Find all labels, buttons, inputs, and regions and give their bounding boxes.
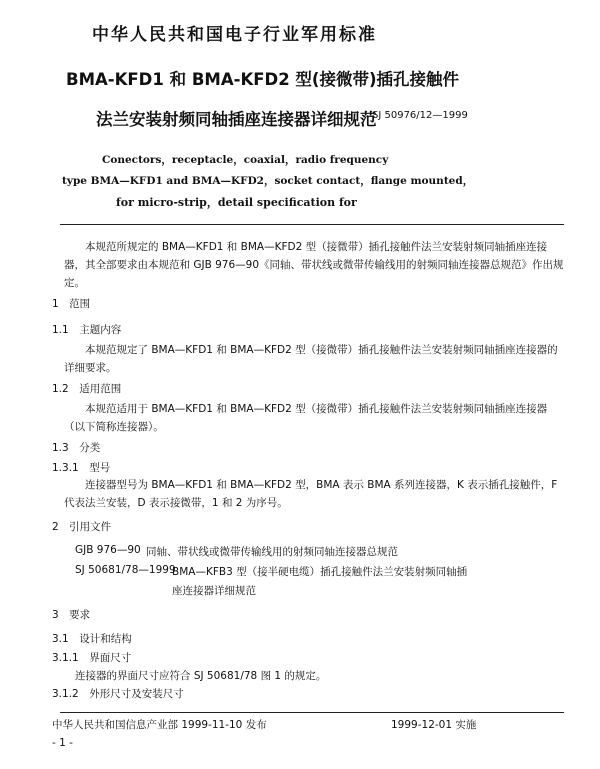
section-3-1-1-heading: 3.1.1 界面尺寸 — [52, 652, 132, 664]
reference-2-title-line-2: 座连接器详细规范 — [172, 585, 256, 597]
standard-number: SJ 50976/12—1999 — [372, 110, 468, 121]
effective-date: 1999-12-01 实施 — [391, 719, 477, 731]
title-line-1: BMA-KFD1 和 BMA-KFD2 型(接微带)插孔接触件 — [66, 70, 460, 89]
english-title-line-3: for micro-strip，detail specification for — [116, 196, 357, 209]
section-1-2-text: 本规范适用于 BMA—KFD1 和 BMA—KFD2 型（接微带）插孔接触件法兰安装射频同轴插座连接器（以下简称连接器）。 — [64, 403, 548, 433]
section-3-1-heading: 3.1 设计和结构 — [52, 633, 132, 645]
header-divider — [60, 224, 564, 225]
section-2-heading: 2 引用文件 — [52, 521, 112, 533]
section-3-1-2-heading: 3.1.2 外形尺寸及安装尺寸 — [52, 688, 184, 700]
reference-1-title: 同轴、带状线或微带传输线用的射频同轴连接器总规范 — [146, 546, 398, 558]
issue-date: 中华人民共和国信息产业部 1999-11-10 发布 — [52, 719, 267, 731]
reference-2-code: SJ 50681/78—1999 — [75, 564, 176, 576]
reference-2-title-line-1: BMA—KFB3 型（接半硬电缆）插孔接触件法兰安装射频同轴插 — [172, 566, 468, 578]
title-line-2: 法兰安装射频同轴插座连接器详细规范 — [96, 110, 377, 129]
section-1-3-heading: 1.3 分类 — [52, 442, 101, 454]
footer-divider — [60, 712, 564, 713]
reference-1-code: GJB 976—90 — [75, 544, 141, 556]
section-1-1-heading: 1.1 主题内容 — [52, 324, 122, 336]
english-title-line-1: Conectors，receptacle，coaxial，radio frequency — [102, 154, 389, 166]
section-1-2-heading: 1.2 适用范围 — [52, 383, 122, 395]
english-title-line-2: type BMA—KFD1 and BMA—KFD2，socket contact，flange mounted， — [62, 175, 474, 187]
section-3-1-1-text: 连接器的界面尺寸应符合 SJ 50681/78 图 1 的规定。 — [75, 670, 327, 682]
section-1-heading: 1 范围 — [52, 298, 91, 310]
section-1-1-text: 本规范规定了 BMA—KFD1 和 BMA—KFD2 型（接微带）插孔接触件法兰安装射频同轴插座连接器的详细要求。 — [64, 344, 558, 374]
section-1-3-1-text: 连接器型号为 BMA—KFD1 和 BMA—KFD2 型，BMA 表示 BMA 系列连接器，K 表示插孔接触件，F 代表法兰安装，D 表示接微带，1 和 2 为序号。 — [64, 479, 558, 509]
section-1-3-1-heading: 1.3.1 型号 — [52, 462, 111, 474]
intro-paragraph: 本规范所规定的 BMA—KFD1 和 BMA—KFD2 型（接微带）插孔接触件法兰安装射频同轴插座连接器，其全部要求由本规范和 GJB 976—90《同轴、带状线或微带传输线用的射频同轴连接器总规范》作出规定。 — [64, 241, 564, 289]
page-number: - 1 - — [52, 737, 73, 749]
standard-category-header: 中华人民共和国电子行业军用标准 — [92, 25, 377, 45]
section-3-heading: 3 要求 — [52, 609, 91, 621]
